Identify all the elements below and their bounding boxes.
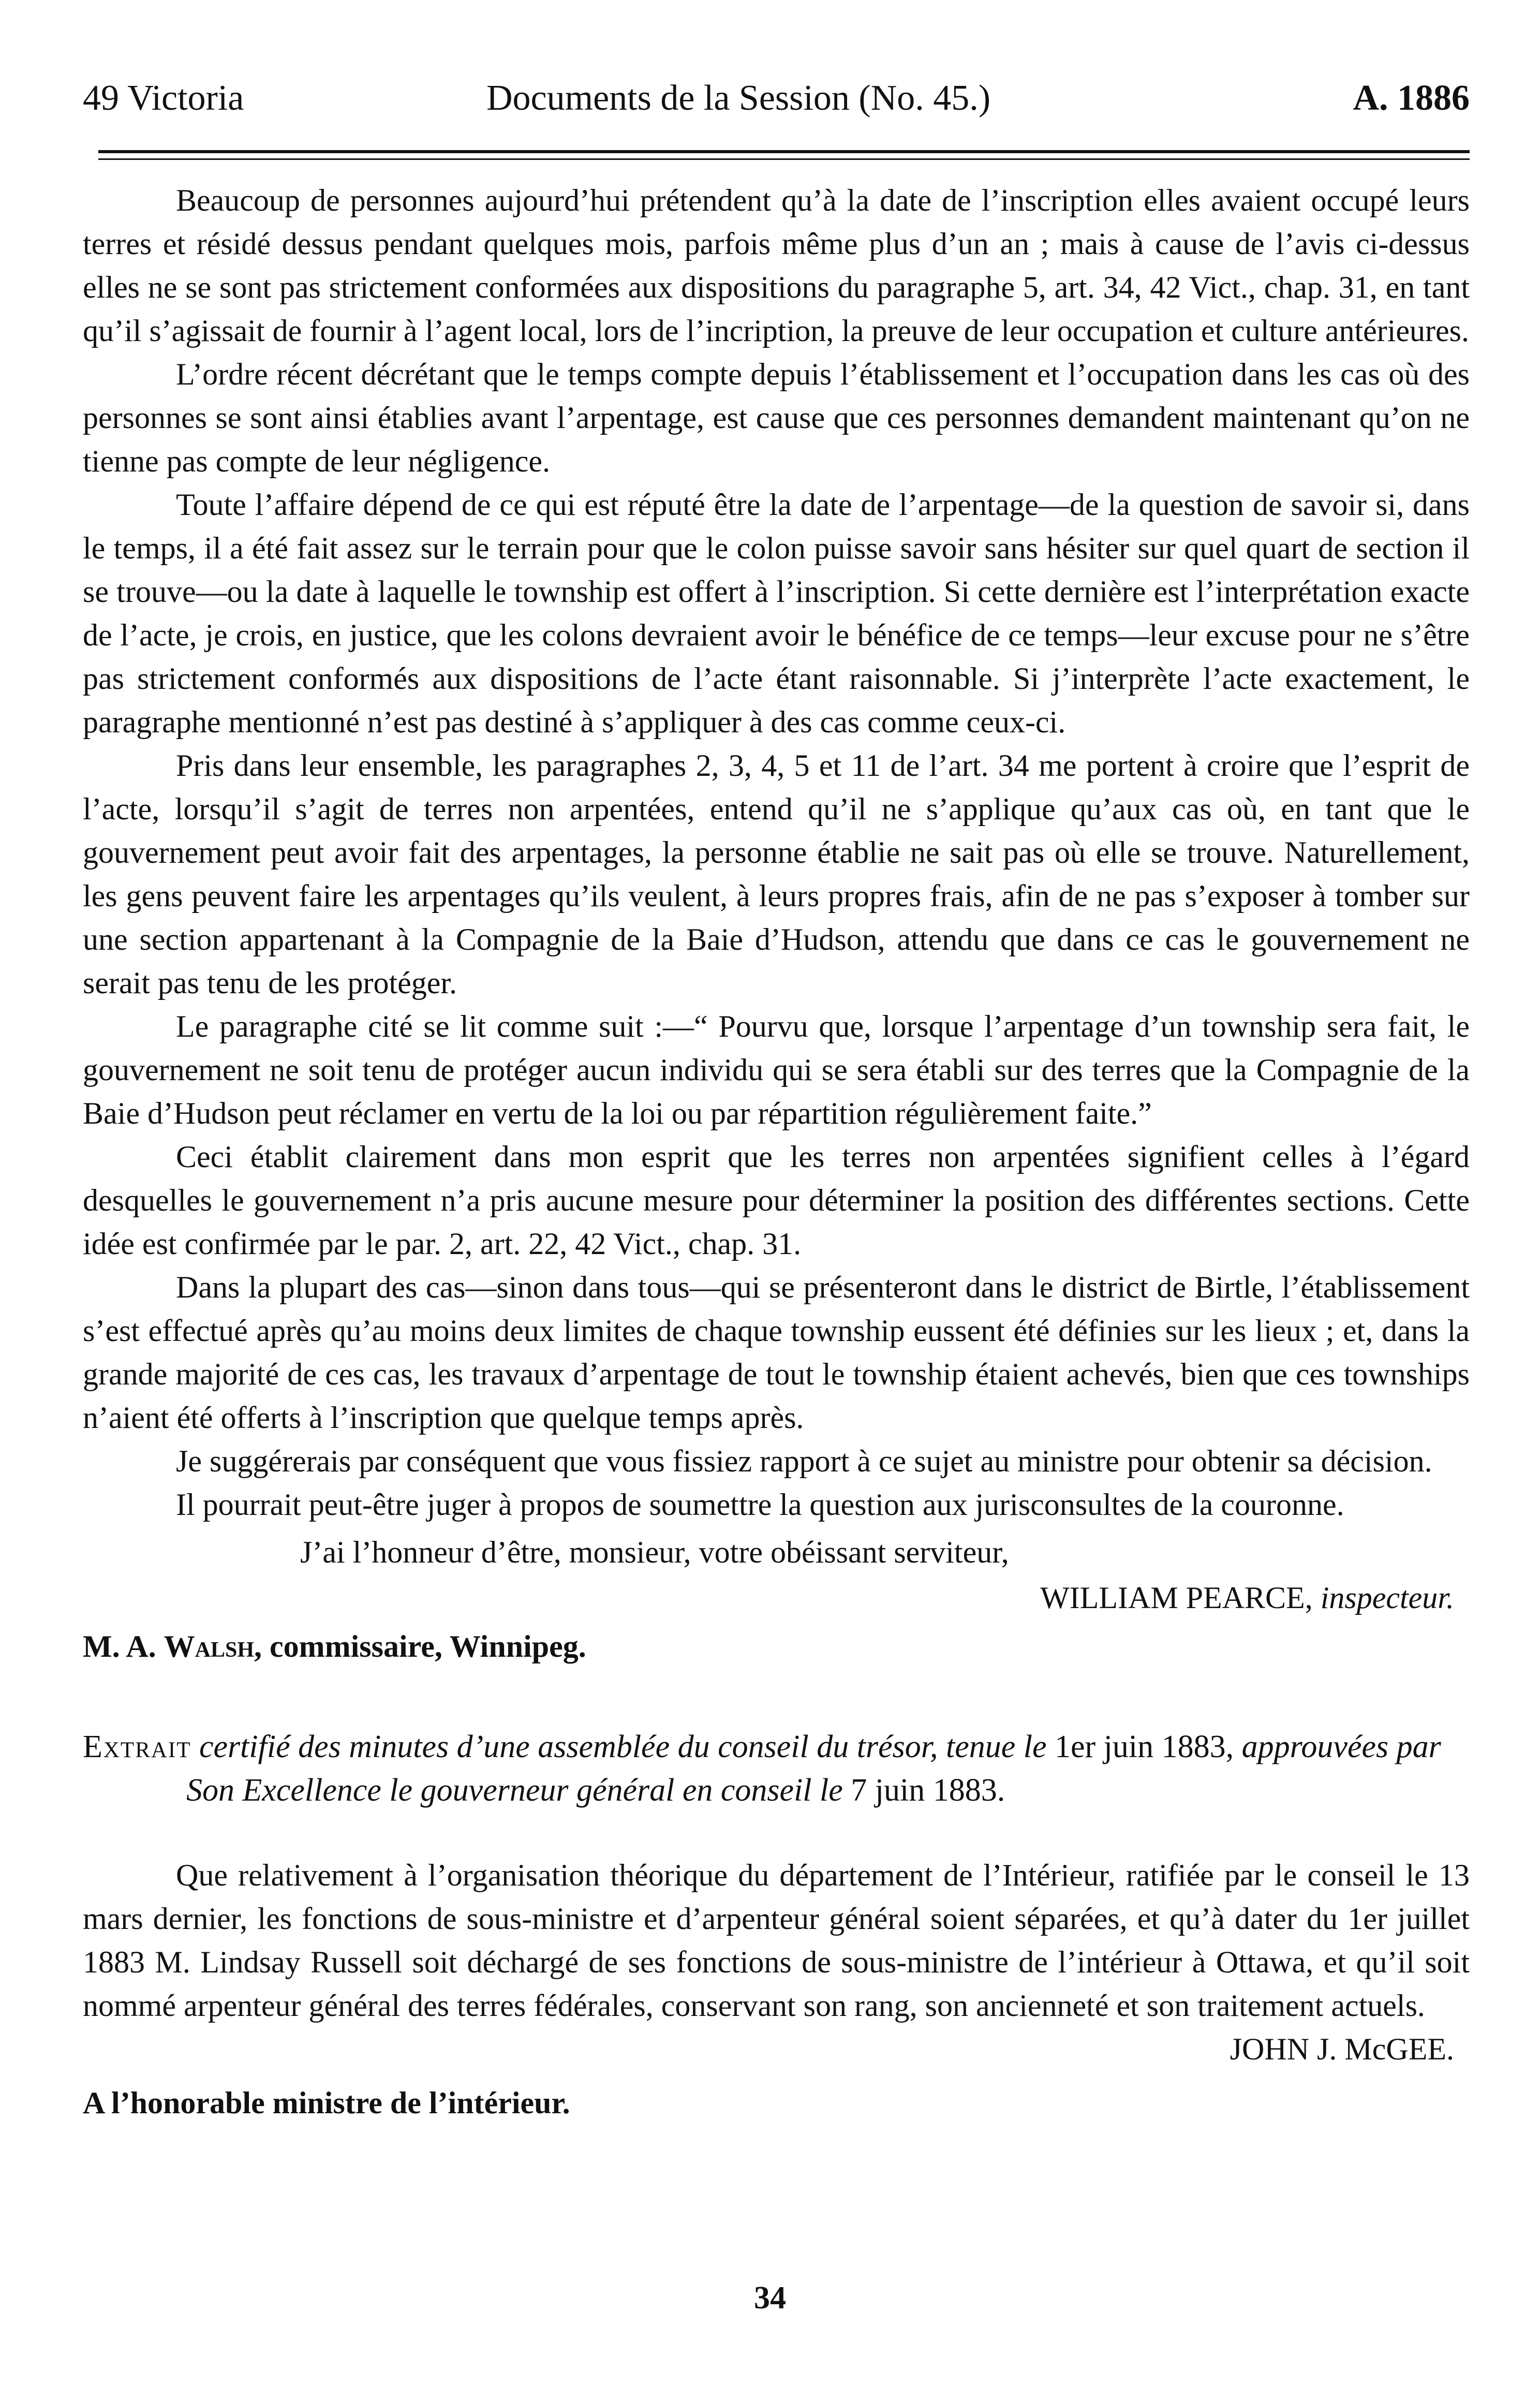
resolution-signature: JOHN J. McGEE. [1230,2032,1454,2066]
letter-paragraph-8: Je suggérerais par conséquent que vous fissiez rapport à ce sujet au ministre pour obtenir sa décision. [176,1444,1432,1478]
header-year: A. 1886 [1353,78,1470,118]
extract-heading [83,1725,1470,1812]
page-body [83,179,1470,2125]
resolution-addressee: A l’honorable ministre de l’intérieur. [83,2086,570,2120]
letter-paragraph-6: Ceci établit clairement dans mon esprit que les terres non arpentées signifient celles à l’égard desquelles le gouvernement n’a pris aucune mesure pour déterminer la position des différentes sections. Cette idée est confirmée par le par. 2, art. 22, 42 Vict., chap. 31. [83,1140,1470,1261]
page-number: 34 [754,2280,786,2316]
extract-date-2: 7 juin 1883. [851,1773,1005,1808]
letter-paragraph-7: Dans la plupart des cas—sinon dans tous—qui se présenteront dans le district de Birtle, l’établissement s’est effectué après qu’au moins deux limites de chaque township eussent été définies sur les lieux ; et, dans la grande majorité de ces cas, les travaux d’arpentage de tout le township étaient achevés, bien que ces townships n’aient été offerts à l’inscription que quelque temps après. [83,1270,1470,1435]
resolution-paragraph: Que relativement à l’organisation théorique du département de l’Intérieur, ratifiée par le conseil le 13 mars dernier, les fonctions de sous-ministre et d’arpenteur général soient séparées, et qu’à dater du 1er juillet 1883 M. Lindsay Russell soit déchargé de ses fonctions de sous-ministre de l’intérieur à Ottawa, et qu’il soit nommé arpenteur général des terres fédérales, conservant son rang, son ancienneté et son traitement actuels. [83,1858,1470,2023]
extract-text-2: approuvées par Son Excellence le gouverneur général en conseil le [186,1729,1441,1808]
letter-paragraph-9: Il pourrait peut-être juger à propos de soumettre la question aux jurisconsultes de la couronne. [176,1487,1344,1522]
addressee-initials: M. A. [83,1629,156,1663]
letter-closing: J’ai l’honneur d’être, monsieur, votre obéissant serviteur, [300,1535,1009,1569]
extract-date-1: 1er juin 1883, [1054,1729,1234,1764]
addressee-rest: , commissaire, Winnipeg. [254,1629,586,1663]
letter-paragraph-2: L’ordre récent décrétant que le temps compte depuis l’établissement et l’occupation dans les cas où des personnes se sont ainsi établies avant l’arpentage, est cause que ces personnes demandent maintenant qu’on ne tienne pas compte de leur négligence. [83,357,1470,478]
letter-paragraph-1: Beaucoup de personnes aujourd’hui prétendent qu’à la date de l’inscription elles avaient occupé leurs terres et résidé dessus pendant quelques mois, parfois même plus d’un an ; mais à cause de l’avis ci-dessus elles ne se sont pas strictement conformées aux dispositions du paragraphe 5, art. 34, 42 Vict., chap. 31, en tant qu’il s’agissait de fournir à l’agent local, lors de l’incription, la preuve de leur occupation et culture antérieures. [83,183,1470,348]
letter-paragraph-5: Le paragraphe cité se lit comme suit :—“ Pourvu que, lorsque l’arpentage d’un township sera fait, le gouvernement ne soit tenu de protéger aucun individu qui se sera établi sur des terres que la Compagnie de la Baie d’Hudson peut réclamer en vertu de la loi ou par répartition régulièrement faite.” [83,1009,1470,1130]
letter-signature [83,1576,1470,1619]
header-rule-thick [98,150,1470,153]
signature-name: WILLIAM PEARCE, [1040,1581,1313,1615]
extract-label: Extrait [83,1729,191,1764]
letter-paragraph-4: Pris dans leur ensemble, les paragraphes 2, 3, 4, 5 et 11 de l’art. 34 me portent à croire que l’esprit de l’acte, lorsqu’il s’agit de terres non arpentées, entend qu’il ne s’applique qu’aux cas où, en tant que le gouvernement peut avoir fait des arpentages, la personne établie ne sait pas où elle se trouve. Naturellement, les gens peuvent faire les arpentages qu’ils veulent, à leurs propres frais, afin de ne pas s’exposer à tomber sur une section appartenant à la Compagnie de la Baie d’Hudson, attendu que dans ce cas le gouvernement ne serait pas tenu de les protéger. [83,748,1470,1000]
header-title: Documents de la Session (No. 45.) [486,78,991,118]
extract-text-1: certifié des minutes d’une assemblée du conseil du trésor, tenue le [199,1729,1047,1764]
header-volume: 49 Victoria [83,78,244,118]
running-header [83,78,1470,129]
letter-paragraph-3: Toute l’affaire dépend de ce qui est réputé être la date de l’arpentage—de la question de savoir si, dans le temps, il a été fait assez sur le terrain pour que le colon puisse savoir sans hésiter sur quel quart de section il se trouve—ou la date à laquelle le township est offert à l’inscription. Si cette dernière est l’interprétation exacte de l’acte, je crois, en justice, que les colons devraient avoir le bénéfice de ce temps—leur excuse pour ne s’être pas strictement conformés aux dispositions de l’acte étant raisonnable. Si j’interprète l’acte exactement, le paragraphe mentionné n’est pas destiné à s’appliquer à des cas comme ceux-ci. [83,488,1470,739]
signature-title: inspecteur. [1320,1581,1454,1615]
letter-addressee [83,1625,1470,1668]
header-rule-thin [98,158,1470,160]
addressee-name: Walsh [164,1629,255,1663]
